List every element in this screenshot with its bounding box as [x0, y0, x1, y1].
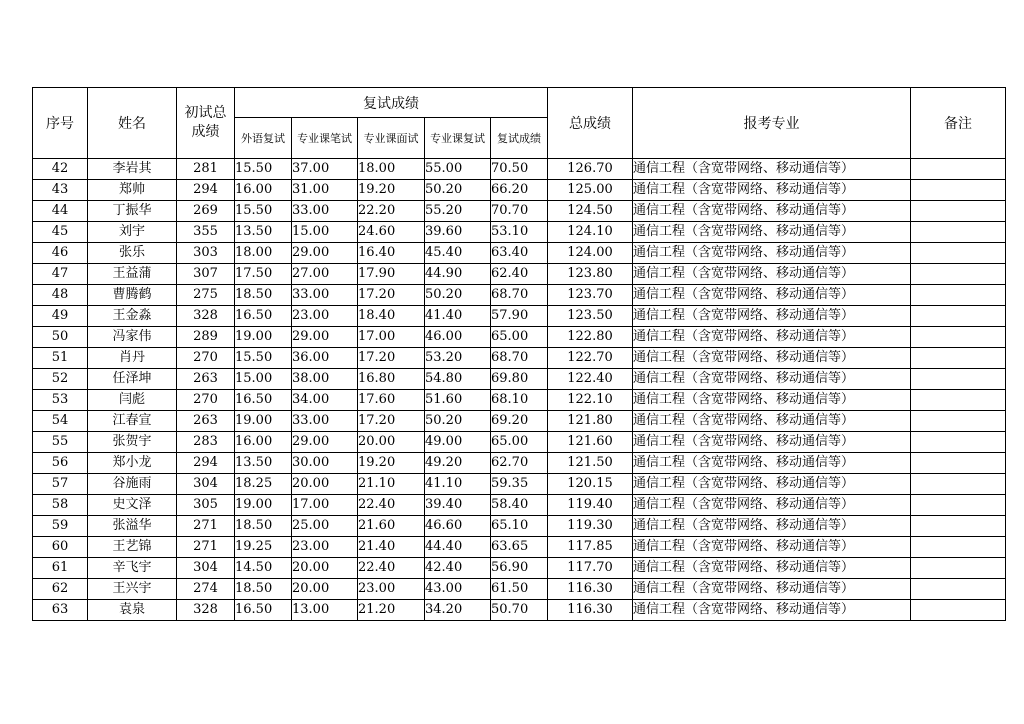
cell-major: 通信工程（含宽带网络、移动通信等）: [633, 537, 911, 558]
cell-retest: 68.70: [491, 348, 548, 369]
header-initial-total-line2: 成绩: [191, 124, 220, 140]
cell-seq: 50: [33, 327, 88, 348]
cell-written: 23.00: [292, 537, 358, 558]
cell-retest: 63.65: [491, 537, 548, 558]
cell-retest: 68.10: [491, 390, 548, 411]
cell-initial: 275: [177, 285, 235, 306]
cell-remark: [911, 201, 1006, 222]
cell-foreign: 19.25: [235, 537, 292, 558]
cell-seq: 46: [33, 243, 88, 264]
cell-initial: 307: [177, 264, 235, 285]
cell-name: 张乐: [88, 243, 177, 264]
cell-interview: 16.40: [358, 243, 425, 264]
cell-professional: 50.20: [425, 285, 491, 306]
cell-interview: 24.60: [358, 222, 425, 243]
cell-written: 29.00: [292, 327, 358, 348]
cell-remark: [911, 327, 1006, 348]
cell-professional: 34.20: [425, 600, 491, 621]
table-row: [33, 537, 1006, 558]
table-header: [33, 88, 1006, 159]
cell-name: 刘宇: [88, 222, 177, 243]
cell-foreign: 13.50: [235, 453, 292, 474]
cell-major: 通信工程（含宽带网络、移动通信等）: [633, 159, 911, 180]
cell-retest: 63.40: [491, 243, 548, 264]
table-row: [33, 285, 1006, 306]
cell-professional: 42.40: [425, 558, 491, 579]
cell-name: 张贺宇: [88, 432, 177, 453]
cell-name: 辛飞宇: [88, 558, 177, 579]
cell-retest: 70.50: [491, 159, 548, 180]
cell-initial: 328: [177, 306, 235, 327]
cell-interview: 23.00: [358, 579, 425, 600]
cell-professional: 51.60: [425, 390, 491, 411]
cell-name: 王艺锦: [88, 537, 177, 558]
cell-retest: 68.70: [491, 285, 548, 306]
cell-remark: [911, 306, 1006, 327]
table-row: [33, 180, 1006, 201]
cell-major: 通信工程（含宽带网络、移动通信等）: [633, 495, 911, 516]
cell-remark: [911, 285, 1006, 306]
cell-major: 通信工程（含宽带网络、移动通信等）: [633, 327, 911, 348]
cell-total: 121.60: [548, 432, 633, 453]
cell-written: 33.00: [292, 285, 358, 306]
cell-remark: [911, 600, 1006, 621]
cell-foreign: 15.00: [235, 369, 292, 390]
cell-seq: 61: [33, 558, 88, 579]
cell-initial: 283: [177, 432, 235, 453]
table-row: [33, 411, 1006, 432]
cell-foreign: 16.50: [235, 306, 292, 327]
cell-initial: 271: [177, 537, 235, 558]
cell-foreign: 15.50: [235, 159, 292, 180]
cell-initial: 304: [177, 474, 235, 495]
table-row: [33, 201, 1006, 222]
cell-interview: 22.40: [358, 558, 425, 579]
cell-total: 124.50: [548, 201, 633, 222]
cell-professional: 55.00: [425, 159, 491, 180]
cell-initial: 270: [177, 348, 235, 369]
cell-initial: 304: [177, 558, 235, 579]
cell-written: 17.00: [292, 495, 358, 516]
cell-professional: 41.10: [425, 474, 491, 495]
cell-initial: 269: [177, 201, 235, 222]
cell-total: 117.85: [548, 537, 633, 558]
cell-written: 30.00: [292, 453, 358, 474]
cell-foreign: 16.00: [235, 432, 292, 453]
cell-interview: 18.00: [358, 159, 425, 180]
cell-initial: 274: [177, 579, 235, 600]
cell-total: 122.10: [548, 390, 633, 411]
cell-total: 119.40: [548, 495, 633, 516]
table-row: [33, 516, 1006, 537]
cell-seq: 58: [33, 495, 88, 516]
cell-seq: 56: [33, 453, 88, 474]
cell-total: 123.70: [548, 285, 633, 306]
cell-professional: 46.60: [425, 516, 491, 537]
cell-written: 27.00: [292, 264, 358, 285]
cell-written: 13.00: [292, 600, 358, 621]
cell-major: 通信工程（含宽带网络、移动通信等）: [633, 600, 911, 621]
cell-foreign: 17.50: [235, 264, 292, 285]
cell-name: 任泽坤: [88, 369, 177, 390]
header-major: 报考专业: [633, 88, 911, 159]
cell-interview: 18.40: [358, 306, 425, 327]
cell-total: 121.50: [548, 453, 633, 474]
cell-name: 李岩其: [88, 159, 177, 180]
cell-name: 王兴宇: [88, 579, 177, 600]
header-written-test: 专业课笔试: [292, 118, 358, 159]
cell-foreign: 19.00: [235, 411, 292, 432]
cell-remark: [911, 369, 1006, 390]
cell-written: 29.00: [292, 432, 358, 453]
cell-name: 肖丹: [88, 348, 177, 369]
cell-interview: 19.20: [358, 453, 425, 474]
cell-seq: 52: [33, 369, 88, 390]
cell-foreign: 13.50: [235, 222, 292, 243]
cell-name: 谷施雨: [88, 474, 177, 495]
table-row: [33, 474, 1006, 495]
cell-retest: 69.80: [491, 369, 548, 390]
cell-name: 闫彪: [88, 390, 177, 411]
cell-total: 122.40: [548, 369, 633, 390]
cell-written: 33.00: [292, 411, 358, 432]
cell-initial: 303: [177, 243, 235, 264]
score-table: [32, 87, 1006, 621]
cell-name: 郑帅: [88, 180, 177, 201]
cell-foreign: 18.00: [235, 243, 292, 264]
cell-professional: 43.00: [425, 579, 491, 600]
cell-foreign: 15.50: [235, 201, 292, 222]
table-row: [33, 558, 1006, 579]
cell-foreign: 19.00: [235, 495, 292, 516]
cell-seq: 49: [33, 306, 88, 327]
header-initial-total-line1: 初试总: [184, 105, 227, 121]
cell-total: 121.80: [548, 411, 633, 432]
cell-professional: 41.40: [425, 306, 491, 327]
cell-total: 125.00: [548, 180, 633, 201]
cell-initial: 263: [177, 369, 235, 390]
cell-foreign: 15.50: [235, 348, 292, 369]
cell-initial: 294: [177, 180, 235, 201]
cell-interview: 17.00: [358, 327, 425, 348]
cell-retest: 53.10: [491, 222, 548, 243]
cell-interview: 19.20: [358, 180, 425, 201]
cell-interview: 22.20: [358, 201, 425, 222]
table-row: [33, 306, 1006, 327]
cell-remark: [911, 348, 1006, 369]
cell-remark: [911, 579, 1006, 600]
cell-interview: 21.60: [358, 516, 425, 537]
cell-written: 37.00: [292, 159, 358, 180]
cell-remark: [911, 558, 1006, 579]
cell-major: 通信工程（含宽带网络、移动通信等）: [633, 474, 911, 495]
cell-total: 123.50: [548, 306, 633, 327]
cell-initial: 289: [177, 327, 235, 348]
cell-total: 119.30: [548, 516, 633, 537]
cell-major: 通信工程（含宽带网络、移动通信等）: [633, 180, 911, 201]
cell-retest: 65.00: [491, 432, 548, 453]
cell-total: 116.30: [548, 579, 633, 600]
cell-retest: 61.50: [491, 579, 548, 600]
cell-total: 117.70: [548, 558, 633, 579]
cell-name: 曹腾鹤: [88, 285, 177, 306]
cell-seq: 54: [33, 411, 88, 432]
header-professional-retest: 专业课复试: [425, 118, 491, 159]
cell-written: 29.00: [292, 243, 358, 264]
cell-remark: [911, 222, 1006, 243]
cell-name: 丁振华: [88, 201, 177, 222]
cell-major: 通信工程（含宽带网络、移动通信等）: [633, 243, 911, 264]
cell-foreign: 18.50: [235, 516, 292, 537]
header-total: 总成绩: [548, 88, 633, 159]
cell-retest: 57.90: [491, 306, 548, 327]
header-retest-score: 复试成绩: [491, 118, 548, 159]
cell-name: 王金淼: [88, 306, 177, 327]
header-interview: 专业课面试: [358, 118, 425, 159]
cell-foreign: 16.00: [235, 180, 292, 201]
cell-remark: [911, 159, 1006, 180]
cell-initial: 270: [177, 390, 235, 411]
cell-foreign: 18.25: [235, 474, 292, 495]
cell-retest: 66.20: [491, 180, 548, 201]
cell-major: 通信工程（含宽带网络、移动通信等）: [633, 516, 911, 537]
header-foreign-retest: 外语复试: [235, 118, 292, 159]
header-seq: 序号: [33, 88, 88, 159]
table-row: [33, 495, 1006, 516]
cell-name: 冯家伟: [88, 327, 177, 348]
table-row: [33, 432, 1006, 453]
cell-foreign: 18.50: [235, 285, 292, 306]
cell-name: 王益蒲: [88, 264, 177, 285]
cell-seq: 44: [33, 201, 88, 222]
cell-major: 通信工程（含宽带网络、移动通信等）: [633, 306, 911, 327]
cell-seq: 57: [33, 474, 88, 495]
header-row-top: [33, 88, 1006, 118]
table-row: [33, 369, 1006, 390]
cell-written: 33.00: [292, 201, 358, 222]
cell-total: 122.70: [548, 348, 633, 369]
cell-initial: 263: [177, 411, 235, 432]
cell-professional: 44.90: [425, 264, 491, 285]
header-retest-group: 复试成绩: [235, 88, 548, 118]
cell-major: 通信工程（含宽带网络、移动通信等）: [633, 285, 911, 306]
cell-name: 史文泽: [88, 495, 177, 516]
cell-remark: [911, 474, 1006, 495]
table-row: [33, 600, 1006, 621]
cell-major: 通信工程（含宽带网络、移动通信等）: [633, 411, 911, 432]
table-row: [33, 222, 1006, 243]
cell-interview: 21.10: [358, 474, 425, 495]
cell-initial: 328: [177, 600, 235, 621]
cell-foreign: 19.00: [235, 327, 292, 348]
cell-name: 郑小龙: [88, 453, 177, 474]
header-name: 姓名: [88, 88, 177, 159]
header-remark: 备注: [911, 88, 1006, 159]
cell-professional: 54.80: [425, 369, 491, 390]
cell-remark: [911, 432, 1006, 453]
cell-written: 31.00: [292, 180, 358, 201]
cell-name: 张溢华: [88, 516, 177, 537]
cell-initial: 271: [177, 516, 235, 537]
cell-retest: 50.70: [491, 600, 548, 621]
cell-professional: 44.40: [425, 537, 491, 558]
cell-retest: 62.70: [491, 453, 548, 474]
cell-name: 袁泉: [88, 600, 177, 621]
cell-total: 122.80: [548, 327, 633, 348]
cell-total: 124.10: [548, 222, 633, 243]
cell-remark: [911, 495, 1006, 516]
cell-major: 通信工程（含宽带网络、移动通信等）: [633, 222, 911, 243]
cell-total: 120.15: [548, 474, 633, 495]
cell-seq: 42: [33, 159, 88, 180]
table-row: [33, 264, 1006, 285]
cell-major: 通信工程（含宽带网络、移动通信等）: [633, 264, 911, 285]
cell-seq: 59: [33, 516, 88, 537]
cell-seq: 43: [33, 180, 88, 201]
cell-remark: [911, 411, 1006, 432]
cell-major: 通信工程（含宽带网络、移动通信等）: [633, 201, 911, 222]
cell-retest: 58.40: [491, 495, 548, 516]
cell-major: 通信工程（含宽带网络、移动通信等）: [633, 453, 911, 474]
cell-written: 20.00: [292, 579, 358, 600]
cell-seq: 51: [33, 348, 88, 369]
cell-retest: 70.70: [491, 201, 548, 222]
cell-remark: [911, 243, 1006, 264]
table-row: [33, 327, 1006, 348]
cell-interview: 21.20: [358, 600, 425, 621]
cell-major: 通信工程（含宽带网络、移动通信等）: [633, 558, 911, 579]
cell-written: 25.00: [292, 516, 358, 537]
cell-professional: 45.40: [425, 243, 491, 264]
cell-name: 江春宣: [88, 411, 177, 432]
cell-seq: 62: [33, 579, 88, 600]
table-row: [33, 579, 1006, 600]
cell-seq: 45: [33, 222, 88, 243]
cell-remark: [911, 180, 1006, 201]
cell-foreign: 14.50: [235, 558, 292, 579]
cell-seq: 63: [33, 600, 88, 621]
cell-remark: [911, 537, 1006, 558]
cell-total: 116.30: [548, 600, 633, 621]
cell-remark: [911, 264, 1006, 285]
cell-professional: 39.60: [425, 222, 491, 243]
cell-professional: 39.40: [425, 495, 491, 516]
cell-written: 20.00: [292, 474, 358, 495]
cell-foreign: 16.50: [235, 390, 292, 411]
cell-seq: 48: [33, 285, 88, 306]
cell-professional: 53.20: [425, 348, 491, 369]
table-row: [33, 390, 1006, 411]
cell-professional: 50.20: [425, 411, 491, 432]
cell-written: 38.00: [292, 369, 358, 390]
cell-professional: 55.20: [425, 201, 491, 222]
cell-interview: 17.20: [358, 348, 425, 369]
cell-seq: 60: [33, 537, 88, 558]
cell-professional: 49.20: [425, 453, 491, 474]
cell-written: 34.00: [292, 390, 358, 411]
cell-seq: 55: [33, 432, 88, 453]
header-initial-total: [177, 88, 235, 159]
cell-professional: 49.00: [425, 432, 491, 453]
cell-professional: 50.20: [425, 180, 491, 201]
table-body: [33, 159, 1006, 621]
cell-foreign: 16.50: [235, 600, 292, 621]
cell-interview: 17.90: [358, 264, 425, 285]
cell-interview: 17.20: [358, 285, 425, 306]
cell-interview: 22.40: [358, 495, 425, 516]
cell-retest: 65.10: [491, 516, 548, 537]
cell-remark: [911, 453, 1006, 474]
table-row: [33, 159, 1006, 180]
cell-seq: 47: [33, 264, 88, 285]
cell-retest: 56.90: [491, 558, 548, 579]
cell-interview: 21.40: [358, 537, 425, 558]
cell-written: 15.00: [292, 222, 358, 243]
cell-initial: 305: [177, 495, 235, 516]
cell-major: 通信工程（含宽带网络、移动通信等）: [633, 432, 911, 453]
cell-written: 20.00: [292, 558, 358, 579]
cell-retest: 59.35: [491, 474, 548, 495]
cell-total: 123.80: [548, 264, 633, 285]
table-row: [33, 243, 1006, 264]
cell-professional: 46.00: [425, 327, 491, 348]
cell-written: 23.00: [292, 306, 358, 327]
cell-retest: 65.00: [491, 327, 548, 348]
cell-major: 通信工程（含宽带网络、移动通信等）: [633, 369, 911, 390]
cell-retest: 69.20: [491, 411, 548, 432]
table-row: [33, 348, 1006, 369]
cell-initial: 355: [177, 222, 235, 243]
table-row: [33, 453, 1006, 474]
cell-seq: 53: [33, 390, 88, 411]
cell-major: 通信工程（含宽带网络、移动通信等）: [633, 390, 911, 411]
cell-total: 124.00: [548, 243, 633, 264]
cell-initial: 294: [177, 453, 235, 474]
cell-total: 126.70: [548, 159, 633, 180]
cell-interview: 20.00: [358, 432, 425, 453]
cell-major: 通信工程（含宽带网络、移动通信等）: [633, 579, 911, 600]
cell-interview: 16.80: [358, 369, 425, 390]
cell-foreign: 18.50: [235, 579, 292, 600]
cell-interview: 17.20: [358, 411, 425, 432]
cell-initial: 281: [177, 159, 235, 180]
cell-major: 通信工程（含宽带网络、移动通信等）: [633, 348, 911, 369]
cell-remark: [911, 516, 1006, 537]
cell-interview: 17.60: [358, 390, 425, 411]
cell-remark: [911, 390, 1006, 411]
cell-written: 36.00: [292, 348, 358, 369]
cell-retest: 62.40: [491, 264, 548, 285]
